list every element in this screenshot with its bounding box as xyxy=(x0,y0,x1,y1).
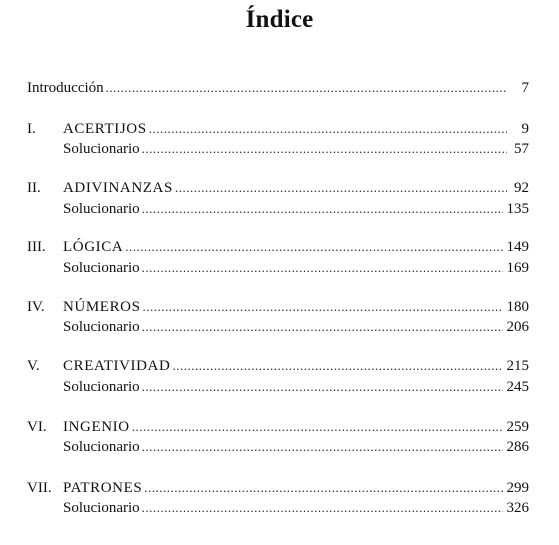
subentry-label: Solucionario xyxy=(63,141,140,157)
section-page: 9 xyxy=(521,121,529,137)
section-title: LÓGICA xyxy=(63,239,124,255)
section-title: ACERTIJOS xyxy=(63,121,147,137)
dot-leader xyxy=(142,437,503,457)
section-title: CREATIVIDAD xyxy=(63,358,171,374)
section-numeral: III. xyxy=(27,239,46,255)
subentry-page: 326 xyxy=(506,500,529,516)
subentry-label: Solucionario xyxy=(63,500,140,516)
subentry-page: 206 xyxy=(506,319,529,335)
section-numeral: VI. xyxy=(27,419,47,435)
subentry-page: 245 xyxy=(506,379,529,395)
toc-section-5 xyxy=(27,356,529,376)
subentry-label: Solucionario xyxy=(63,201,140,217)
section-page: 215 xyxy=(506,358,529,374)
subentry-label: Solucionario xyxy=(63,319,140,335)
section-title: ADIVINANZAS xyxy=(63,180,173,196)
dot-leader xyxy=(142,139,507,159)
dot-leader xyxy=(172,356,502,376)
toc-subentry-6 xyxy=(63,437,529,457)
toc-section-7 xyxy=(27,478,529,498)
subentry-page: 135 xyxy=(506,201,529,217)
toc-entry-label: Introducción xyxy=(27,80,104,96)
toc-section-4 xyxy=(27,297,529,317)
dot-leader xyxy=(142,377,503,397)
section-page: 259 xyxy=(506,419,529,435)
toc-section-1 xyxy=(27,119,529,139)
toc-subentry-2 xyxy=(63,199,529,219)
toc-subentry-3 xyxy=(63,258,529,278)
section-page: 180 xyxy=(506,299,529,315)
section-title: PATRONES xyxy=(63,480,143,496)
dot-leader xyxy=(142,317,503,337)
toc-subentry-7 xyxy=(63,498,529,518)
section-numeral: VII. xyxy=(27,480,52,496)
section-title: NÚMEROS xyxy=(63,299,141,315)
dot-leader xyxy=(149,119,507,139)
section-page: 299 xyxy=(506,480,529,496)
dot-leader xyxy=(125,237,502,257)
dot-leader xyxy=(144,478,502,498)
subentry-page: 286 xyxy=(506,439,529,455)
subentry-label: Solucionario xyxy=(63,260,140,276)
subentry-page: 57 xyxy=(514,141,529,157)
section-numeral: II. xyxy=(27,180,41,196)
section-page: 92 xyxy=(514,180,529,196)
dot-leader xyxy=(143,297,503,317)
toc-subentry-5 xyxy=(63,377,529,397)
dot-leader xyxy=(142,199,503,219)
dot-leader xyxy=(175,178,507,198)
section-numeral: IV. xyxy=(27,299,45,315)
toc-section-6 xyxy=(27,417,529,437)
page-title: Índice xyxy=(245,6,314,33)
section-numeral: V. xyxy=(27,358,40,374)
subentry-label: Solucionario xyxy=(63,379,140,395)
dot-leader xyxy=(142,498,503,518)
toc-entry-introduction xyxy=(27,78,529,98)
subentry-label: Solucionario xyxy=(63,439,140,455)
section-title: INGENIO xyxy=(63,419,130,435)
toc-section-2 xyxy=(27,178,529,198)
dot-leader xyxy=(106,78,507,98)
toc-entry-page: 7 xyxy=(521,80,529,96)
toc-section-3 xyxy=(27,237,529,257)
dot-leader xyxy=(132,417,503,437)
section-page: 149 xyxy=(506,239,529,255)
toc-subentry-4 xyxy=(63,317,529,337)
toc-subentry-1 xyxy=(63,139,529,159)
section-numeral: I. xyxy=(27,121,36,137)
dot-leader xyxy=(142,258,503,278)
subentry-page: 169 xyxy=(506,260,529,276)
